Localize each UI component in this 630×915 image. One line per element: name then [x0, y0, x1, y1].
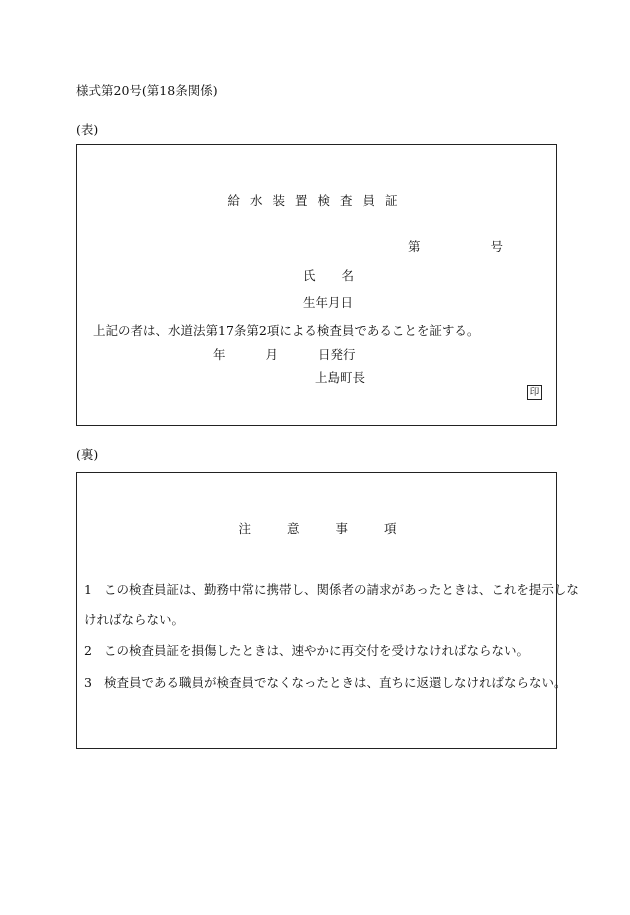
back-side-label: (裏) [76, 447, 99, 462]
note-number: 1 [84, 582, 92, 597]
note-item-1-continuation: ければならない。 [84, 612, 185, 627]
note-number: 2 [84, 643, 92, 658]
number-suffix: 号 [490, 239, 503, 254]
name-label-2: 名 [341, 268, 355, 283]
front-card [76, 144, 557, 426]
birthdate-label: 生年月日 [303, 295, 354, 310]
form-number: 様式第20号(第18条関係) [76, 83, 218, 98]
note-item-1 [84, 584, 579, 597]
date-issue: 日発行 [318, 347, 356, 362]
note-item-3 [84, 677, 567, 690]
name-label-1: 氏 [303, 268, 316, 283]
issuer-name: 上島町長 [315, 370, 366, 385]
certificate-number-line [408, 241, 503, 254]
notes-title: 注意事項 [238, 521, 433, 536]
note-text: この検査員証は、勤務中常に携帯し、関係者の請求があったときは、これを提示しな [104, 582, 579, 597]
date-month: 月 [265, 347, 279, 362]
seal-mark: 印 [527, 385, 542, 400]
note-item-2 [84, 645, 529, 658]
number-prefix: 第 [408, 239, 421, 254]
issue-date-line [213, 349, 356, 362]
certification-statement: 上記の者は、水道法第17条第2項による検査員であることを証する。 [93, 323, 480, 338]
front-side-label: (表) [76, 122, 99, 137]
back-card [76, 472, 579, 749]
card-title: 給水装置検査員証 [227, 193, 408, 208]
date-year: 年 [213, 347, 226, 362]
name-label [303, 270, 380, 283]
note-text: この検査員証を損傷したときは、速やかに再交付を受けなければならない。 [104, 643, 530, 658]
note-text: 検査員である職員が検査員でなくなったときは、直ちに返還しなければならない。 [104, 675, 567, 690]
note-number: 3 [84, 675, 92, 690]
